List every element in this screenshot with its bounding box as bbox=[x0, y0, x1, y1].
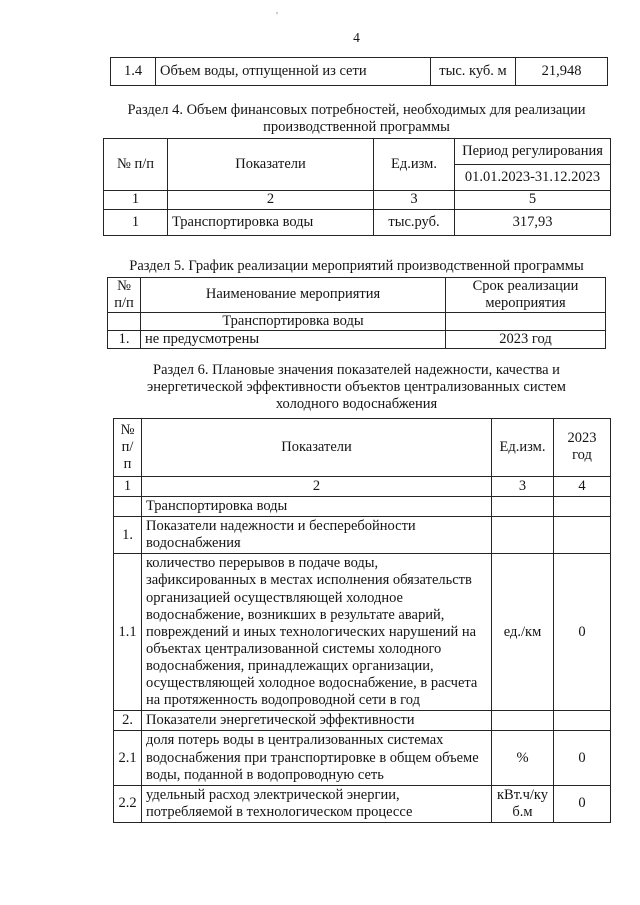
section6-title-line2: энергетической эффективности объектов централизованных систем bbox=[147, 379, 566, 396]
header-cell-indicators: Показатели bbox=[142, 418, 492, 476]
table-header-row bbox=[108, 277, 606, 312]
cell-unit: % bbox=[492, 731, 554, 785]
column-number-row bbox=[104, 191, 611, 209]
cell-indicator-name: количество перерывов в подаче воды, зафиксированных в местах исполнения обязательств организацией осуществляющей холодное водоснабжение, возникших в результате аварий, повреждений и иных технологических нарушений на объектах централизованной системы холодного водоснабжения, принадлежащих организации, осуществляющей холодное водоснабжение, в расчета на протяженность водопроводной сети в год bbox=[142, 554, 492, 711]
cell-indicator-name: доля потерь воды в централизованных системах водоснабжения при транспортировке в общем объеме воды, поданной в водопроводную сеть bbox=[142, 731, 492, 785]
colnum-cell: 3 bbox=[492, 476, 554, 496]
header-cell-row-number: № п/п bbox=[114, 418, 142, 476]
page-content bbox=[103, 0, 610, 823]
section5-title-line1: Раздел 5. График реализации мероприятий производственной программы bbox=[129, 257, 584, 274]
header-cell-indicators: Показатели bbox=[168, 139, 374, 191]
continuation-table bbox=[110, 57, 608, 86]
colnum-cell: 4 bbox=[554, 476, 611, 496]
section6-title-line1: Раздел 6. Плановые значения показателей надежности, качества и bbox=[153, 362, 560, 379]
cell-empty bbox=[108, 313, 141, 331]
cell-value bbox=[554, 711, 611, 731]
cell-value: 0 bbox=[554, 554, 611, 711]
section5-title bbox=[103, 258, 610, 275]
table-row bbox=[104, 209, 611, 235]
section4-title bbox=[103, 102, 610, 136]
cell-row-number: 1. bbox=[108, 331, 141, 349]
cell-group-label: Транспортировка воды bbox=[142, 497, 492, 517]
cell-value: 0 bbox=[554, 785, 611, 822]
colnum-cell: 1 bbox=[114, 476, 142, 496]
colnum-cell: 5 bbox=[455, 191, 611, 209]
cell-indicator-name: удельный расход электрической энергии, потребляемой в технологическом процессе bbox=[142, 785, 492, 822]
cell-row-number: 1. bbox=[114, 517, 142, 554]
header-cell-period: Период регулирования bbox=[455, 139, 611, 165]
table-row bbox=[111, 57, 608, 85]
group-row bbox=[114, 497, 611, 517]
cell-value: 21,948 bbox=[516, 57, 608, 85]
cell-indicator-name: Показатели надежности и бесперебойности водоснабжения bbox=[142, 517, 492, 554]
cell-group-label: Транспортировка воды bbox=[141, 313, 446, 331]
header-cell-unit: Ед.изм. bbox=[492, 418, 554, 476]
cell-value bbox=[554, 517, 611, 554]
header-cell-row-number: № п/п bbox=[108, 277, 141, 312]
header-cell-period-value: 01.01.2023-31.12.2023 bbox=[455, 165, 611, 191]
header-cell-measure-name: Наименование мероприятия bbox=[141, 277, 446, 312]
table-header-row bbox=[114, 418, 611, 476]
header-cell-unit: Ед.изм. bbox=[374, 139, 455, 191]
header-cell-term: Срок реализации мероприятия bbox=[446, 277, 606, 312]
section5-table bbox=[107, 277, 606, 349]
header-cell-row-number: № п/п bbox=[104, 139, 168, 191]
cell-row-number: 1.4 bbox=[111, 57, 156, 85]
table-row bbox=[114, 731, 611, 785]
table-row bbox=[114, 711, 611, 731]
cell-empty bbox=[114, 497, 142, 517]
scan-artifact: ' bbox=[276, 10, 278, 22]
cell-indicator-name: Транспортировка воды bbox=[168, 209, 374, 235]
cell-row-number: 2.2 bbox=[114, 785, 142, 822]
table-row bbox=[114, 554, 611, 711]
section4-title-line2: производственной программы bbox=[263, 119, 450, 136]
table-header-row bbox=[104, 139, 611, 165]
cell-indicator-name: Объем воды, отпущенной из сети bbox=[156, 57, 431, 85]
table-row bbox=[108, 331, 606, 349]
header-cell-year: 2023 год bbox=[554, 418, 611, 476]
column-number-row bbox=[114, 476, 611, 496]
group-row bbox=[108, 313, 606, 331]
cell-indicator-name: Показатели энергетической эффективности bbox=[142, 711, 492, 731]
colnum-cell: 2 bbox=[142, 476, 492, 496]
cell-value: 317,93 bbox=[455, 209, 611, 235]
section6-table bbox=[113, 418, 611, 823]
section4-title-line1: Раздел 4. Объем финансовых потребностей, необходимых для реализации bbox=[127, 102, 586, 119]
cell-row-number: 1 bbox=[104, 209, 168, 235]
section6-title bbox=[103, 362, 610, 413]
cell-empty bbox=[492, 497, 554, 517]
section4-table bbox=[103, 138, 611, 235]
cell-row-number: 2. bbox=[114, 711, 142, 731]
cell-value: 0 bbox=[554, 731, 611, 785]
colnum-cell: 3 bbox=[374, 191, 455, 209]
cell-unit bbox=[492, 711, 554, 731]
cell-row-number: 1.1 bbox=[114, 554, 142, 711]
cell-empty bbox=[554, 497, 611, 517]
cell-unit: тыс.руб. bbox=[374, 209, 455, 235]
colnum-cell: 1 bbox=[104, 191, 168, 209]
cell-unit: кВт.ч/куб.м bbox=[492, 785, 554, 822]
page-number: 4 bbox=[353, 30, 360, 45]
cell-unit: ед./км bbox=[492, 554, 554, 711]
cell-empty bbox=[446, 313, 606, 331]
cell-term: 2023 год bbox=[446, 331, 606, 349]
table-row bbox=[114, 517, 611, 554]
cell-unit: тыс. куб. м bbox=[431, 57, 516, 85]
cell-row-number: 2.1 bbox=[114, 731, 142, 785]
colnum-cell: 2 bbox=[168, 191, 374, 209]
cell-measure-name: не предусмотрены bbox=[141, 331, 446, 349]
section6-title-line3: холодного водоснабжения bbox=[275, 396, 438, 413]
cell-unit bbox=[492, 517, 554, 554]
table-row bbox=[114, 785, 611, 822]
